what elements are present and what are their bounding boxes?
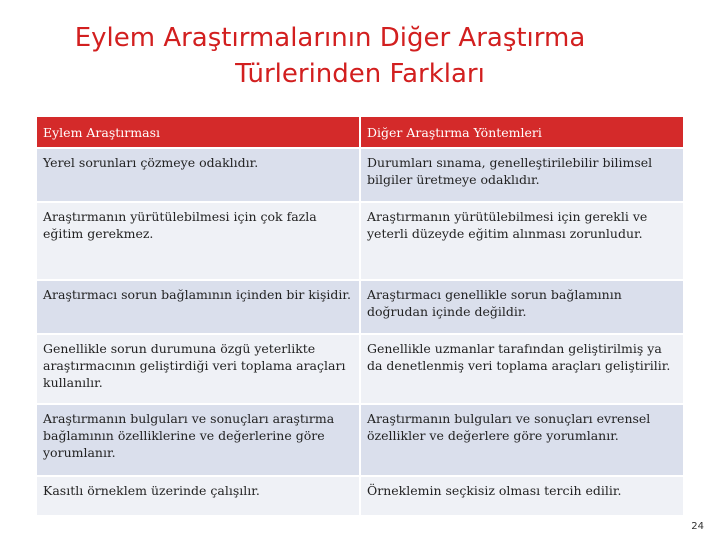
cell-text: Araştırmanın bulguları ve sonuçları araştırma bağlamının özelliklerine ve değerlerine göre yorumlanır. bbox=[43, 411, 335, 460]
comparison-table bbox=[37, 117, 683, 517]
page-number: 24 bbox=[691, 521, 704, 532]
table-row bbox=[37, 281, 683, 335]
table-row bbox=[37, 203, 683, 281]
table-row bbox=[37, 405, 683, 477]
table-cell-left bbox=[37, 149, 361, 203]
table-cell-left bbox=[37, 405, 361, 477]
cell-text: Araştırmacı sorun bağlamının içinden bir kişidir. bbox=[43, 287, 351, 302]
table-cell-right bbox=[361, 405, 683, 477]
cell-text: Araştırmanın bulguları ve sonuçları evrensel özellikler ve değerlere göre yorumlanır. bbox=[367, 411, 651, 443]
cell-text: Araştırmanın yürütülebilmesi için gerekli ve yeterli düzeyde eğitim alınması zorunludur. bbox=[367, 209, 648, 241]
header-other-methods: Diğer Araştırma Yöntemleri bbox=[361, 117, 683, 149]
cell-text: Araştırmacı genellikle sorun bağlamının doğrudan içinde değildir. bbox=[367, 287, 622, 319]
table-cell-right bbox=[361, 281, 683, 335]
cell-text: Genellikle sorun durumuna özgü yeterlikte araştırmacının geliştirdiği veri toplama araçları kullanılır. bbox=[43, 341, 346, 390]
cell-text: Örneklemin seçkisiz olması tercih edilir. bbox=[367, 483, 622, 498]
cell-text: Kasıtlı örneklem üzerinde çalışılır. bbox=[43, 483, 260, 498]
table-cell-right bbox=[361, 335, 683, 405]
table-cell-right bbox=[361, 149, 683, 203]
cell-text: Genellikle uzmanlar tarafından geliştirilmiş ya da denetlenmiş veri toplama araçları geliştirilir. bbox=[367, 341, 671, 373]
table-row bbox=[37, 335, 683, 405]
table-row bbox=[37, 149, 683, 203]
cell-text: Durumları sınama, genelleştirilebilir bilimsel bilgiler üretmeye odaklıdır. bbox=[367, 155, 653, 187]
table-cell-right bbox=[361, 477, 683, 517]
table-cell-left bbox=[37, 203, 361, 281]
table-cell-left bbox=[37, 477, 361, 517]
table-cell-left bbox=[37, 335, 361, 405]
slide-title-line-2: Türlerinden Farkları bbox=[235, 59, 485, 89]
table-cell-left bbox=[37, 281, 361, 335]
slide-title-line-1: Eylem Araştırmalarının Diğer Araştırma bbox=[74, 23, 586, 53]
header-action-research: Eylem Araştırması bbox=[37, 117, 361, 149]
slide-title bbox=[0, 20, 720, 92]
table-cell-right bbox=[361, 203, 683, 281]
table-header-row bbox=[37, 117, 683, 149]
cell-text: Yerel sorunları çözmeye odaklıdır. bbox=[43, 155, 259, 170]
cell-text: Araştırmanın yürütülebilmesi için çok fazla eğitim gerekmez. bbox=[43, 209, 317, 241]
table-row bbox=[37, 477, 683, 517]
